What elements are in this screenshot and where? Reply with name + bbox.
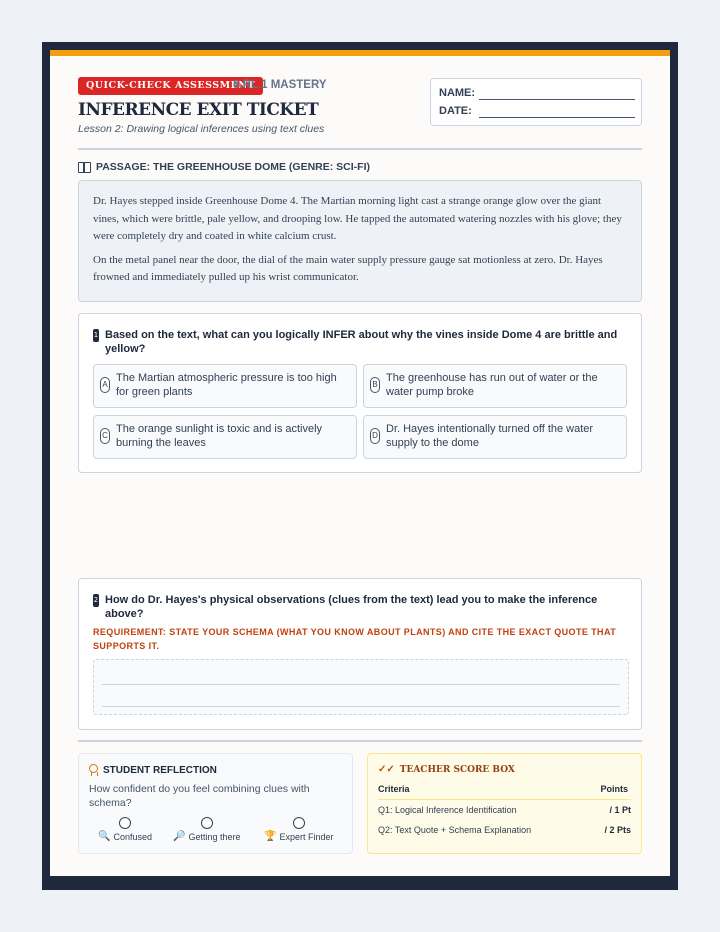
name-date-box xyxy=(430,78,642,126)
score-title: TEACHER SCORE BOX xyxy=(399,764,515,775)
footer-divider xyxy=(78,740,642,742)
radio-getting-there[interactable] xyxy=(201,817,213,829)
option-d[interactable] xyxy=(363,415,627,459)
score-row xyxy=(378,805,631,815)
page-title: INFERENCE EXIT TICKET xyxy=(78,100,319,120)
option-c[interactable] xyxy=(93,415,357,459)
magnifier-right-icon: 🔎 xyxy=(173,831,186,842)
answer-line xyxy=(102,684,620,685)
score-points: / 1 Pt xyxy=(609,805,631,815)
radio-expert-finder[interactable] xyxy=(293,817,305,829)
magnifier-icon: 🔍 xyxy=(98,831,111,842)
name-field[interactable] xyxy=(479,99,635,100)
option-letter: B xyxy=(370,377,380,393)
reflection-question: How confident do you feel combining clues with schema? xyxy=(89,783,310,809)
date-label: DATE: xyxy=(439,105,472,117)
option-letter: A xyxy=(100,377,110,393)
radio-confused[interactable] xyxy=(119,817,131,829)
option-text: Dr. Hayes intentionally turned off the water supply to the dome xyxy=(386,423,594,449)
teacher-score-box xyxy=(367,753,642,854)
score-header xyxy=(378,764,515,775)
requirement-text: REQUIREMENT: STATE YOUR SCHEMA (WHAT YOU KNOW ABOUT PLANTS) AND CITE THE EXACT QUOTE THAT SUPPORTS IT. xyxy=(93,627,617,651)
option-text: The orange sunlight is toxic and is actively burning the leaves xyxy=(116,423,323,449)
trophy-icon: 🏆 xyxy=(264,831,277,842)
question-2-text: How do Dr. Hayes's physical observations (clues from the text) lead you to make the inference above? xyxy=(105,594,598,620)
award-ribbon-icon xyxy=(89,764,98,776)
lesson-subtitle: Lesson 2: Drawing logical inferences using text clues xyxy=(78,123,325,135)
choice-text: Expert Finder xyxy=(279,832,334,842)
passage-label-text: PASSAGE: THE GREENHOUSE DOME (GENRE: SCI-FI) xyxy=(96,161,370,173)
header-divider xyxy=(78,148,642,150)
question-1-text: Based on the text, what can you logically INFER about why the vines inside Dome 4 are brittle and yellow? xyxy=(105,329,618,355)
question-1-card xyxy=(78,313,642,473)
score-divider xyxy=(378,799,631,800)
question-number: 2 xyxy=(93,594,99,607)
option-a[interactable] xyxy=(93,364,357,408)
passage-label xyxy=(78,161,370,173)
points-header: Points xyxy=(600,784,628,794)
assessment-badge: QUICK-CHECK ASSESSMENT xyxy=(78,77,263,95)
book-icon xyxy=(78,162,91,173)
passage-paragraph: On the metal panel near the door, the dial of the main water supply pressure gauge sat motionless at zero. Dr. Hayes frowned and immediately pulled up his wrist communicator. xyxy=(93,253,603,283)
option-letter: D xyxy=(370,428,380,444)
passage-paragraph: Dr. Hayes stepped inside Greenhouse Dome 4. The Martian morning light cast a strange orange glow over the giant vines, which were brittle, pale yellow, and drooping low. He tapped the automated watering nozzles with his glove; they were completely dry and coated in white calcium crust. xyxy=(93,195,622,242)
answer-line xyxy=(102,706,620,707)
criteria-header: Criteria xyxy=(378,784,410,794)
standard-label: 6.RL.1 MASTERY xyxy=(233,79,327,91)
question-number: 1 xyxy=(93,329,99,342)
option-letter: C xyxy=(100,428,110,444)
score-criteria: Q1: Logical Inference Identification xyxy=(378,805,517,815)
date-field[interactable] xyxy=(479,117,635,118)
passage-box xyxy=(78,180,642,302)
choice-label-getting-there xyxy=(173,832,240,842)
choice-label-confused xyxy=(98,832,152,842)
option-text: The greenhouse has run out of water or the water pump broke xyxy=(386,372,598,398)
reflection-header xyxy=(89,764,217,776)
score-criteria: Q2: Text Quote + Schema Explanation xyxy=(378,825,532,835)
choice-label-expert-finder xyxy=(264,832,333,842)
option-text: The Martian atmospheric pressure is too high for green plants xyxy=(116,372,337,398)
answer-area[interactable] xyxy=(93,659,629,715)
score-row xyxy=(378,825,631,835)
accent-bar xyxy=(50,50,670,56)
student-reflection-panel xyxy=(78,753,353,854)
double-check-icon: ✓✓ xyxy=(378,764,395,775)
reflection-title: STUDENT REFLECTION xyxy=(103,764,217,776)
name-label: NAME: xyxy=(439,87,476,99)
choice-text: Getting there xyxy=(188,832,241,842)
score-points: / 2 Pts xyxy=(604,825,631,835)
option-b[interactable] xyxy=(363,364,627,408)
question-2-card xyxy=(78,578,642,730)
choice-text: Confused xyxy=(113,832,152,842)
